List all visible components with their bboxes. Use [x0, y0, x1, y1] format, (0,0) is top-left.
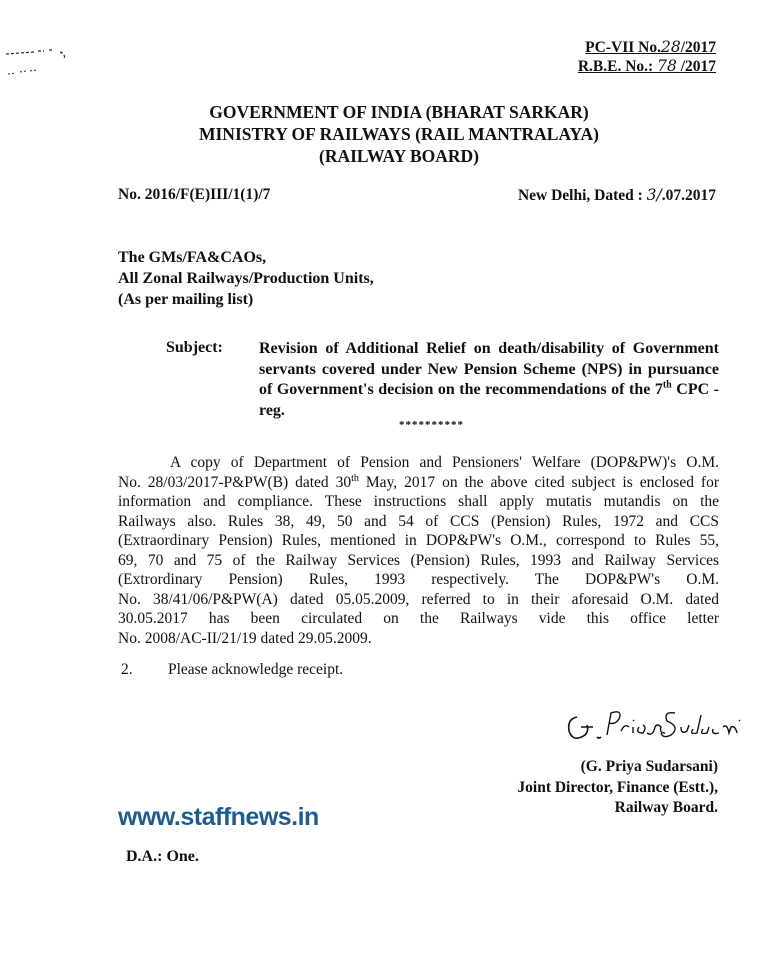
reference-block [578, 38, 716, 76]
addressee-line-1: The GMs/FA&CAOs, [118, 249, 267, 266]
body-paragraph [118, 453, 719, 648]
paragraph-number: 2. [121, 661, 133, 678]
handwritten-signature [563, 697, 743, 747]
body-line: (Extraordinary Pension) Rules, mentioned in DOP&PW's O.M., correspond to Rules 55, [118, 532, 719, 549]
enclosure-note: D.A.: One. [126, 848, 199, 865]
separator-stars: ********** [399, 419, 464, 431]
margin-pen-marks [4, 44, 70, 84]
body-line: No. 38/41/06/P&PW(A) dated 05.05.2009, referred to in their aforesaid O.M. dated [118, 590, 719, 608]
letter-number: No. 2016/F(E)III/1(1)/7 [118, 186, 271, 203]
handwritten-rbe-number: 78 [657, 57, 677, 75]
addressee-line-2: All Zonal Railways/Production Units, [118, 270, 374, 287]
letterhead [0, 101, 768, 167]
addressee-block [118, 247, 374, 310]
website-watermark: www.staffnews.in [118, 803, 319, 831]
body-line: No. 2008/AC-II/21/19 dated 29.05.2009. [118, 629, 372, 647]
subject-label: Subject: [166, 339, 223, 356]
body-line: information and compliance. These instructions shall apply mutatis mutandis on the [118, 493, 719, 510]
signer-block [517, 757, 718, 819]
handwritten-day: 3/ [646, 186, 662, 204]
letter-date: New Delhi, Dated : 3/.07.2017 [517, 186, 716, 204]
body-line: Railways also. Rules 38, 49, 50 and 54 of CCS (Pension) Rules, 1972 and CCS [118, 512, 719, 530]
signer-designation: Joint Director, Finance (Estt.), [517, 778, 718, 796]
signer-office: Railway Board. [614, 799, 718, 816]
rbe-reference: R.B.E. No.: 78 /2017 [577, 57, 716, 75]
header-line-government: GOVERNMENT OF INDIA (BHARAT SARKAR) [209, 102, 589, 122]
acknowledge-text: Please acknowledge receipt. [168, 661, 344, 678]
body-line: A copy of Department of Pension and Pensioners' Welfare (DOP&PW)'s O.M. [170, 454, 719, 471]
handwritten-pc-number: 28 [660, 38, 681, 56]
body-line: No. 28/03/2017-P&PW(B) dated 30th May, 2017 on the above cited subject is enclosed for [118, 472, 720, 491]
pc-reference: PC-VII No.28/2017 [585, 38, 716, 56]
body-line: 30.05.2017 has been circulated on the Railways vide this office letter [118, 610, 719, 627]
header-line-ministry: MINISTRY OF RAILWAYS (RAIL MANTRALAYA) [198, 124, 600, 144]
body-line: (Extrordinary Pension) Rules, 1993 respectively. The DOP&PW's O.M. [118, 571, 719, 588]
subject-text: Revision of Additional Relief on death/disability of Government servants covered under New Pension Scheme (NPS) in pursuance of Government's decision on the recommendations of the 7th CPC - reg. [259, 340, 720, 419]
addressee-line-3: (As per mailing list) [118, 291, 254, 308]
signer-name: (G. Priya Sudarsani) [580, 758, 718, 775]
header-line-board: (RAILWAY BOARD) [319, 146, 479, 166]
body-line: 69, 70 and 75 of the Railway Services (Pension) Rules, 1993 and Railway Services [118, 551, 719, 569]
